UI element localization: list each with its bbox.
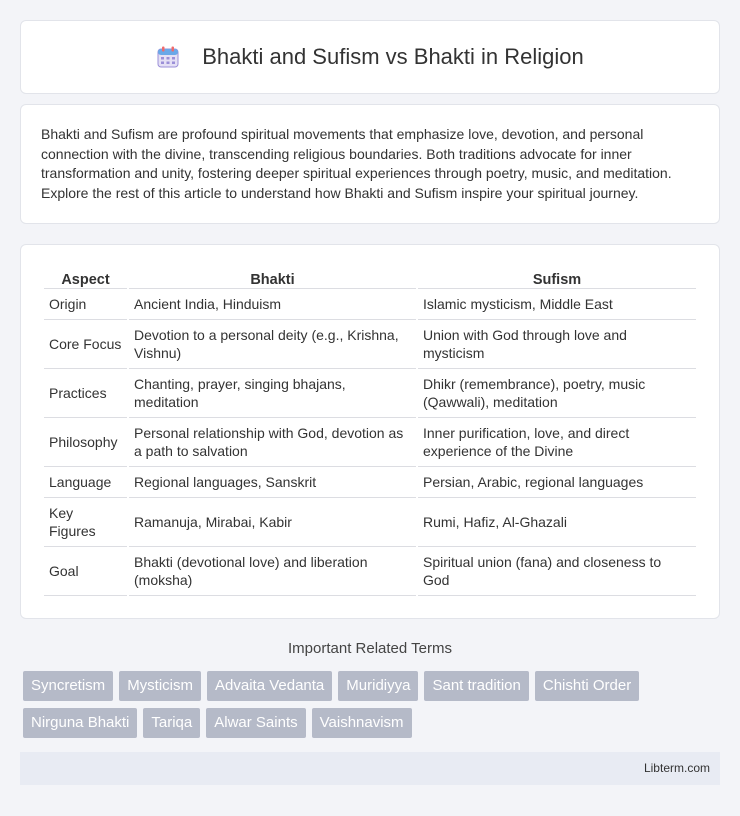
- footer: [20, 752, 720, 785]
- cell-aspect: Practices: [44, 369, 127, 418]
- related-terms-list: [23, 671, 713, 738]
- header-bhakti: Bhakti: [129, 267, 416, 289]
- table-row: [44, 289, 696, 320]
- cell-sufism: Spiritual union (fana) and closeness to God: [418, 547, 696, 596]
- cell-bhakti: Bhakti (devotional love) and liberation (moksha): [129, 547, 416, 596]
- cell-aspect: Origin: [44, 289, 127, 320]
- tag-alwar-saints[interactable]: Alwar Saints: [206, 708, 305, 738]
- footer-site-link[interactable]: Libterm.com: [643, 761, 710, 775]
- tag-sant-tradition[interactable]: Sant tradition: [424, 671, 528, 701]
- intro-card: [20, 104, 720, 224]
- cell-sufism: Inner purification, love, and direct experience of the Divine: [418, 418, 696, 467]
- cell-bhakti: Personal relationship with God, devotion as a path to salvation: [129, 418, 416, 467]
- table-row: [44, 320, 696, 369]
- table-row: [44, 369, 696, 418]
- tag-advaita-vedanta[interactable]: Advaita Vedanta: [207, 671, 332, 701]
- cell-bhakti: Ramanuja, Mirabai, Kabir: [129, 498, 416, 547]
- header-aspect: Aspect: [44, 267, 127, 289]
- tag-muridiyya[interactable]: Muridiyya: [338, 671, 418, 701]
- tag-chishti-order[interactable]: Chishti Order: [535, 671, 639, 701]
- tag-mysticism[interactable]: Mysticism: [119, 671, 201, 701]
- cell-bhakti: Devotion to a personal deity (e.g., Krishna, Vishnu): [129, 320, 416, 369]
- cell-bhakti: Ancient India, Hinduism: [129, 289, 416, 320]
- title-card: [20, 20, 720, 94]
- cell-aspect: Core Focus: [44, 320, 127, 369]
- cell-sufism: Islamic mysticism, Middle East: [418, 289, 696, 320]
- table-row: [44, 498, 696, 547]
- cell-bhakti: Regional languages, Sanskrit: [129, 467, 416, 498]
- cell-sufism: Dhikr (remembrance), poetry, music (Qawwali), meditation: [418, 369, 696, 418]
- related-terms-title: Important Related Terms: [288, 640, 452, 657]
- tag-syncretism[interactable]: Syncretism: [23, 671, 113, 701]
- comparison-table-card: [20, 244, 720, 619]
- cell-sufism: Union with God through love and mysticism: [418, 320, 696, 369]
- cell-sufism: Persian, Arabic, regional languages: [418, 467, 696, 498]
- cell-bhakti: Chanting, prayer, singing bhajans, meditation: [129, 369, 416, 418]
- table-row: [44, 547, 696, 596]
- comparison-table: [42, 267, 698, 596]
- page-title: Bhakti and Sufism vs Bhakti in Religion: [202, 44, 584, 69]
- tag-tariqa[interactable]: Tariqa: [143, 708, 200, 738]
- cell-aspect: Philosophy: [44, 418, 127, 467]
- cell-sufism: Rumi, Hafiz, Al-Ghazali: [418, 498, 696, 547]
- intro-paragraph: Bhakti and Sufism are profound spiritual movements that emphasize love, devotion, and personal connection with the divine, transcending religious boundaries. Both traditions advocate for inner transformation and unity, fostering deeper spiritual experiences through poetry, music, and meditation. Explore the rest of this article to understand how Bhakti and Sufism inspire your spiritual journey.: [41, 126, 672, 201]
- cell-aspect: Key Figures: [44, 498, 127, 547]
- header-sufism: Sufism: [418, 267, 696, 289]
- table-header-row: [44, 267, 696, 289]
- tag-nirguna-bhakti[interactable]: Nirguna Bhakti: [23, 708, 137, 738]
- cell-aspect: Goal: [44, 547, 127, 596]
- table-row: [44, 467, 696, 498]
- calendar-icon: [156, 45, 180, 69]
- table-row: [44, 418, 696, 467]
- tag-vaishnavism[interactable]: Vaishnavism: [312, 708, 412, 738]
- cell-aspect: Language: [44, 467, 127, 498]
